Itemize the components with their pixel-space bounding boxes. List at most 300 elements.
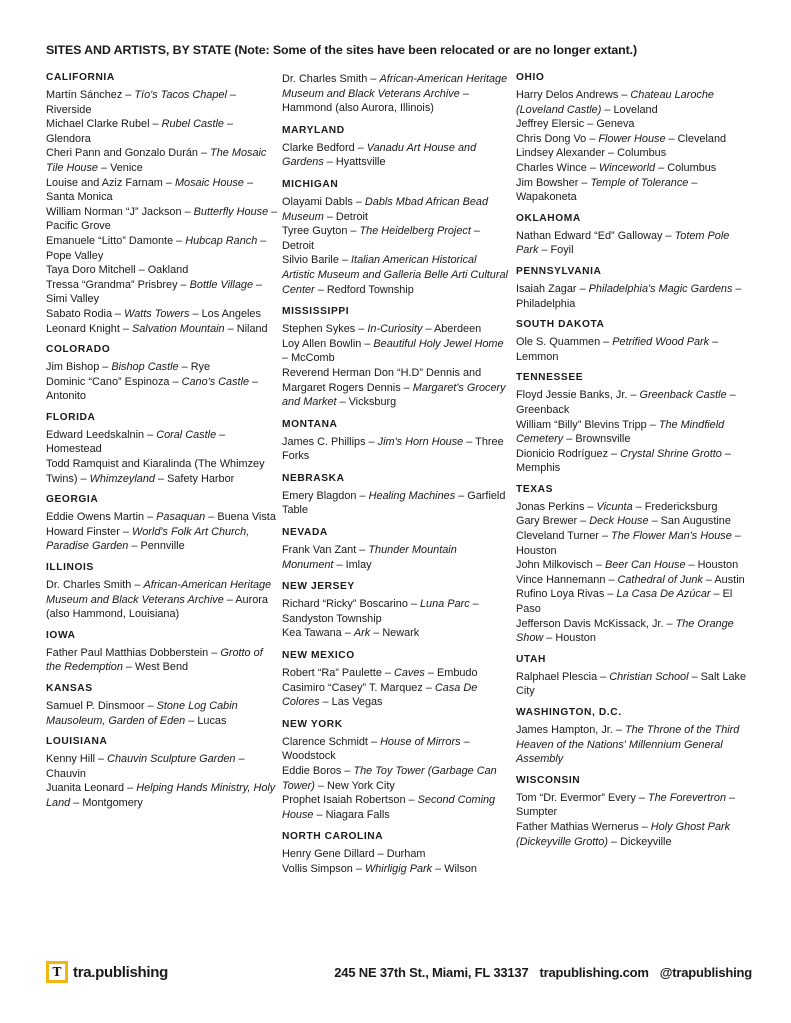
site-location: Columbus xyxy=(617,147,667,160)
site-name: Rubel Castle xyxy=(161,118,224,131)
site-location: Simi Valley xyxy=(46,293,100,306)
site-location: Geneva xyxy=(596,118,635,131)
artist-entry: Dr. Charles Smith – African-American Heritage Museum and Black Veterans Archive – Hammond (also Aurora, Illinois) xyxy=(282,73,508,115)
artist-name: James C. Phillips xyxy=(282,435,366,448)
artist-name: Dominic “Cano” Espinoza xyxy=(46,375,170,388)
artist-entry: Edward Leedskalnin – Coral Castle – Homestead xyxy=(46,428,226,456)
site-name: Totem Pole Park xyxy=(516,229,730,257)
artist-entry: Ralphael Plescia – Christian School – Salt Lake City xyxy=(516,670,747,698)
artist-name: John Milkovisch xyxy=(516,559,593,572)
site-name: The Heidelberg Project xyxy=(359,225,471,238)
site-location: Salt Lake City xyxy=(516,670,747,698)
site-name: Beautiful Holy Jewel Home xyxy=(373,337,504,350)
state-section xyxy=(282,179,508,297)
artist-name: Emanuele “Litto” Damonte xyxy=(46,234,174,247)
artist-entry: Eddie Owens Martin – Pasaquan – Buena Vista xyxy=(46,511,276,524)
artist-name: Robert “Ra” Paulette xyxy=(282,667,382,680)
site-location: Lucas xyxy=(197,714,227,727)
site-name: Petrified Wood Park xyxy=(612,336,710,349)
state-name: GEORGIA xyxy=(46,494,99,506)
artist-name: Olayami Dabls xyxy=(282,195,353,208)
artist-entry: Frank Van Zant – Thunder Mountain Monument – Imlay xyxy=(282,544,457,571)
artist-entry: Vollis Simpson – Whirligig Park – Wilson xyxy=(282,862,477,875)
artist-name: Samuel P. Dinsmoor xyxy=(46,700,145,712)
state-name: MARYLAND xyxy=(282,124,345,136)
state-section xyxy=(282,650,508,710)
artist-name: Juanita Leonard xyxy=(46,782,125,795)
site-name: Watts Towers xyxy=(124,307,190,320)
site-name: Temple of Tolerance xyxy=(590,176,689,189)
artist-entry: Robert “Ra” Paulette – Caves – Embudo xyxy=(282,667,478,680)
state-section xyxy=(516,319,752,364)
state-section xyxy=(46,494,278,554)
site-name: Chateau Laroche (Loveland Castle) xyxy=(516,89,714,116)
artist-name: Lindsey Alexander xyxy=(516,147,606,160)
site-name: Margaret's Grocery and Market xyxy=(282,381,506,409)
site-name: The Forevertron xyxy=(647,791,727,804)
site-name: Cano's Castle xyxy=(181,375,250,388)
state-section xyxy=(516,213,752,258)
social-handle[interactable]: @trapublishing xyxy=(659,965,752,980)
logo-icon xyxy=(46,961,68,983)
site-name: Second Coming House xyxy=(282,794,496,821)
artist-name: Charles Wince xyxy=(516,161,587,174)
site-location: Wilson xyxy=(444,862,477,875)
site-name: Jim's Horn House xyxy=(377,435,464,448)
artist-name: Eddie Boros xyxy=(282,765,342,777)
site-location: Redford Township xyxy=(326,283,414,296)
artist-entry: Ole S. Quammen – Petrified Wood Park – Lemmon xyxy=(516,336,719,363)
column-3 xyxy=(516,72,752,849)
artist-entry: Howard Finster – World's Folk Art Church, Paradise Garden – Pennville xyxy=(46,525,250,553)
artist-entry: Lindsey Alexander – Columbus xyxy=(516,147,667,160)
state-section xyxy=(516,484,752,646)
artist-entry: Father Paul Matthias Dobberstein – Grotto of the Redemption – West Bend xyxy=(46,646,263,674)
site-location: Aurora (also Hammond, Louisiana) xyxy=(46,593,268,621)
site-location: Detroit xyxy=(282,239,315,252)
site-location: Rye xyxy=(190,361,211,374)
site-location: Santa Monica xyxy=(46,191,113,204)
artist-entry: James Hampton, Jr. – The Throne of the Third Heaven of the Nations' Millennium General Assembly xyxy=(516,724,740,766)
artist-entry: William “Billy” Blevins Tripp – The Mindfield Cemetery – Brownsville xyxy=(516,418,725,446)
site-location: El Paso xyxy=(516,588,733,616)
state-section xyxy=(516,654,752,699)
artist-entry: Loy Allen Bowlin – Beautiful Holy Jewel Home – McComb xyxy=(282,337,504,365)
artist-name: William Norman “J” Jackson xyxy=(46,205,182,218)
state-section xyxy=(516,707,752,767)
site-location: Imlay xyxy=(345,558,372,571)
site-name: Tío's Tacos Chapel xyxy=(134,89,227,101)
site-location: Pennville xyxy=(140,540,185,553)
site-location: Columbus xyxy=(667,161,717,174)
site-location: Woodstock xyxy=(282,750,336,763)
state-section xyxy=(46,630,278,675)
site-name: Greenback Castle xyxy=(639,389,727,402)
state-name: MISSISSIPPI xyxy=(282,306,350,318)
site-location: Las Vegas xyxy=(331,696,383,709)
site-location: Antonito xyxy=(46,390,86,403)
site-location: Niland xyxy=(236,322,268,335)
column-2 xyxy=(282,72,508,877)
site-location: Wapakoneta xyxy=(516,191,577,204)
artist-entry: Floyd Jessie Banks, Jr. – Greenback Castle – Greenback xyxy=(516,389,736,416)
site-location: Greenback xyxy=(516,403,570,416)
site-location: Sumpter xyxy=(516,806,558,819)
site-location: Cleveland xyxy=(677,132,727,145)
artist-name: James Hampton, Jr. xyxy=(516,724,613,736)
site-name: Italian American Historical Artistic Museum and Galleria Belle Arti Cultural Center xyxy=(282,254,508,296)
artist-entry: Isaiah Zagar – Philadelphia's Magic Gardens – Philadelphia xyxy=(516,282,742,310)
site-location: Embudo xyxy=(436,667,478,680)
state-name: NEW YORK xyxy=(282,718,343,730)
artist-name: Jonas Perkins xyxy=(516,500,585,513)
site-location: Detroit xyxy=(335,210,368,223)
site-location: Pacific Grove xyxy=(46,220,111,233)
artist-name: Tom “Dr. Evermor” Every xyxy=(516,791,636,804)
state-name: WASHINGTON, D.C. xyxy=(516,707,622,718)
site-name: Bottle Village xyxy=(189,278,254,291)
artist-entry: Todd Ramquist and Kiaralinda (The Whimzey Twins) – Whimzeyland – Safety Harbor xyxy=(46,458,265,485)
artist-entry: Nathan Edward “Ed” Galloway – Totem Pole Park – Foyil xyxy=(516,229,730,257)
artist-name: Harry Delos Andrews xyxy=(516,89,619,101)
site-location: Lemmon xyxy=(516,350,559,363)
artist-entry: Tressa “Grandma” Prisbrey – Bottle Village – Simi Valley xyxy=(46,278,263,306)
artist-entry: Leonard Knight – Salvation Mountain – Niland xyxy=(46,322,268,335)
artist-entry: Jim Bowsher – Temple of Tolerance – Wapakoneta xyxy=(516,176,698,204)
site-name: Whirligig Park xyxy=(364,862,433,875)
site-name: The Mosaic Tile House xyxy=(46,147,267,174)
artist-entry: Father Mathias Wernerus – Holy Ghost Park (Dickeyville Grotto) – Dickeyville xyxy=(516,820,731,848)
artist-name: Emery Blagdon xyxy=(282,489,357,502)
column-1 xyxy=(46,72,278,811)
artist-entry: Kenny Hill – Chauvin Sculpture Garden – Chauvin xyxy=(46,753,245,780)
site-name: Caves xyxy=(394,667,425,680)
artist-entry: Vince Hannemann – Cathedral of Junk – Austin xyxy=(516,573,745,586)
artist-entry: Eddie Boros – The Toy Tower (Garbage Can Tower) – New York City xyxy=(282,765,497,792)
artist-entry: James C. Phillips – Jim's Horn House – Three Forks xyxy=(282,435,504,463)
state-section xyxy=(46,344,278,404)
site-name: Beer Can House xyxy=(604,559,686,572)
artist-entry: William Norman “J” Jackson – Butterfly House – Pacific Grove xyxy=(46,205,278,233)
site-location: Hyattsville xyxy=(335,156,386,169)
state-name: TEXAS xyxy=(516,483,553,495)
artist-entry: Emanuele “Litto” Damonte – Hubcap Ranch – Pope Valley xyxy=(46,234,267,262)
artist-name: Tyree Guyton xyxy=(282,225,348,238)
artist-name: Father Mathias Wernerus xyxy=(516,820,639,833)
site-location: Safety Harbor xyxy=(167,472,235,485)
artist-name: Martín Sánchez xyxy=(46,89,123,101)
artist-entry: Louise and Aziz Farnam – Mosaic House – Santa Monica xyxy=(46,176,254,204)
state-name: UTAH xyxy=(516,653,546,665)
artist-entry: Chris Dong Vo – Flower House – Cleveland xyxy=(516,132,727,145)
artist-name: Henry Gene Dillard xyxy=(282,848,375,861)
site-name: Winceworld xyxy=(598,161,656,174)
site-location: Buena Vista xyxy=(217,511,276,524)
artist-name: Leonard Knight xyxy=(46,322,120,335)
state-name: LOUISIANA xyxy=(46,736,108,748)
artist-entry: Cleveland Turner – The Flower Man's House – Houston xyxy=(516,530,741,557)
artist-name: Jefferson Davis McKissack, Jr. xyxy=(516,617,664,630)
site-name: The Toy Tower (Garbage Can Tower) xyxy=(282,765,497,792)
state-name: SOUTH DAKOTA xyxy=(516,319,605,331)
artist-name: Cleveland Turner xyxy=(516,530,599,543)
artist-entry: Kea Tawana – Ark – Newark xyxy=(282,627,420,640)
artist-entry: Prophet Isaiah Robertson – Second Coming House – Niagara Falls xyxy=(282,794,496,821)
artist-entry: Jefferson Davis McKissack, Jr. – The Orange Show – Houston xyxy=(516,617,734,645)
artist-entry: Michael Clarke Rubel – Rubel Castle – Glendora xyxy=(46,118,234,145)
artist-entry: Stephen Sykes – In-Curiosity – Aberdeen xyxy=(282,323,482,336)
artist-entry: Charles Wince – Winceworld – Columbus xyxy=(516,161,717,174)
artist-name: Edward Leedskalnin xyxy=(46,428,145,441)
artist-name: Dr. Charles Smith xyxy=(282,73,368,85)
artist-name: Jeffrey Elersic xyxy=(516,118,585,131)
site-name: La Casa De Azúcar xyxy=(616,588,711,601)
artist-name: Todd Ramquist and Kiaralinda (The Whimzey Twins) xyxy=(46,458,265,485)
site-name: Dabls Mbad African Bead Museum xyxy=(282,195,489,223)
artist-name: Howard Finster xyxy=(46,525,120,538)
artist-name: Father Paul Matthias Dobberstein xyxy=(46,646,209,659)
site-name: African-American Heritage Museum and Black Veterans Archive xyxy=(46,579,272,606)
site-name: Salvation Mountain xyxy=(131,322,225,335)
state-section xyxy=(516,266,752,311)
state-name: COLORADO xyxy=(46,344,111,356)
site-name: Bishop Castle xyxy=(111,361,179,374)
artist-entry: Cheri Pann and Gonzalo Durán – The Mosaic Tile House – Venice xyxy=(46,147,267,174)
site-location: Homestead xyxy=(46,443,102,456)
state-name: OKLAHOMA xyxy=(516,212,581,224)
state-name: MICHIGAN xyxy=(282,178,339,190)
state-name: FLORIDA xyxy=(46,411,96,423)
state-name: PENNSYLVANIA xyxy=(516,265,602,277)
artist-name: Sabato Rodia xyxy=(46,307,112,320)
site-name: Philadelphia's Magic Gardens xyxy=(588,282,733,295)
logo-letter: T xyxy=(52,965,62,979)
state-section xyxy=(282,831,508,876)
artist-name: Floyd Jessie Banks, Jr. xyxy=(516,389,628,402)
artist-entry: Emery Blagdon – Healing Machines – Garfield Table xyxy=(282,489,506,517)
site-name: Mosaic House xyxy=(174,176,244,189)
artist-name: Kea Tawana xyxy=(282,627,342,640)
site-name: Hubcap Ranch xyxy=(185,234,258,247)
artist-name: Richard “Ricky” Boscarino xyxy=(282,598,408,611)
site-name: Chauvin Sculpture Garden xyxy=(107,753,236,766)
site-location: Brownsville xyxy=(575,433,631,446)
artist-entry: Tyree Guyton – The Heidelberg Project – Detroit xyxy=(282,225,480,252)
site-location: Durham xyxy=(386,848,426,861)
artist-name: Silvio Barile xyxy=(282,254,339,267)
artist-name: Chris Dong Vo xyxy=(516,132,587,145)
artist-name: Nathan Edward “Ed” Galloway xyxy=(516,229,663,242)
site-name: The Throne of the Third Heaven of the Nations' Millennium General Assembly xyxy=(516,724,740,766)
artist-name: Jim Bowsher xyxy=(516,176,579,189)
site-location: Loveland xyxy=(613,103,658,116)
artist-name: Jim Bishop xyxy=(46,361,100,374)
site-name: Butterfly House xyxy=(193,205,269,218)
state-section xyxy=(282,581,508,641)
site-location: Houston xyxy=(555,632,596,645)
site-name: Coral Castle xyxy=(156,428,217,441)
site-location: Niagara Falls xyxy=(325,808,390,821)
site-location: Foyil xyxy=(550,244,574,257)
state-name: NEBRASKA xyxy=(282,472,345,484)
site-name: The Orange Show xyxy=(516,617,734,645)
site-location: Fredericksburg xyxy=(644,500,718,513)
artist-entry: Rufino Loya Rivas – La Casa De Azúcar – El Paso xyxy=(516,588,733,616)
artist-name: Ralphael Plescia xyxy=(516,670,598,683)
site-name: Flower House xyxy=(598,132,666,145)
artist-name: Ole S. Quammen xyxy=(516,336,601,349)
state-name: WISCONSIN xyxy=(516,774,581,786)
state-section xyxy=(282,306,508,410)
site-name: World's Folk Art Church, Paradise Garden xyxy=(46,525,250,553)
site-name: The Flower Man's House xyxy=(611,530,732,543)
artist-name: Louise and Aziz Farnam xyxy=(46,176,163,189)
site-location: Aberdeen xyxy=(433,323,482,336)
artist-name: Isaiah Zagar xyxy=(516,282,577,295)
site-name: Holy Ghost Park (Dickeyville Grotto) xyxy=(516,820,731,848)
website-link[interactable]: trapublishing.com xyxy=(539,965,649,980)
artist-name: Vollis Simpson xyxy=(282,862,353,875)
site-name: In-Curiosity xyxy=(367,323,423,336)
artist-name: Reverend Herman Don “H.D” Dennis and Margaret Rogers Dennis xyxy=(282,366,482,394)
artist-name: Rufino Loya Rivas xyxy=(516,588,605,601)
site-name: Vanadu Art House and Gardens xyxy=(282,141,477,169)
artist-name: Eddie Owens Martin xyxy=(46,511,145,524)
site-name: Whimzeyland xyxy=(89,472,155,485)
artist-entry: Dominic “Cano” Espinoza – Cano's Castle – Antonito xyxy=(46,375,259,403)
contact-line xyxy=(323,965,752,980)
state-section xyxy=(516,775,752,849)
state-section xyxy=(46,683,278,728)
site-name: Thunder Mountain Monument xyxy=(282,544,457,571)
state-name: NEW MEXICO xyxy=(282,650,355,662)
state-section xyxy=(516,72,752,205)
site-location: Montgomery xyxy=(82,796,143,809)
state-section xyxy=(282,125,508,170)
artist-name: Kenny Hill xyxy=(46,753,96,766)
site-location: Hammond (also Aurora, Illinois) xyxy=(282,102,434,115)
state-section xyxy=(46,72,278,336)
site-name: Vicunta xyxy=(596,500,633,513)
artist-name: Dr. Charles Smith xyxy=(46,579,132,592)
state-section xyxy=(282,419,508,464)
site-location: Three Forks xyxy=(282,435,504,463)
site-location: Austin xyxy=(714,573,745,586)
state-name: NORTH CAROLINA xyxy=(282,831,384,843)
artist-name: Frank Van Zant xyxy=(282,544,357,557)
artist-entry: Reverend Herman Don “H.D” Dennis and Margaret Rogers Dennis – Margaret's Grocery and Market – Vicksburg xyxy=(282,366,506,409)
state-name: ILLINOIS xyxy=(46,562,94,574)
site-name: Grotto of the Redemption xyxy=(46,646,263,674)
artist-entry: Jeffrey Elersic – Geneva xyxy=(516,118,635,131)
site-location: Los Angeles xyxy=(201,307,261,320)
site-name: Healing Machines xyxy=(368,489,456,502)
artist-entry: Dionicio Rodríguez – Crystal Shrine Grotto – Memphis xyxy=(516,447,731,475)
site-location: Oakland xyxy=(147,264,189,277)
artist-name: Vince Hannemann xyxy=(516,573,606,586)
site-location: Vicksburg xyxy=(348,396,397,409)
site-location: Glendora xyxy=(46,132,91,145)
site-location: Pope Valley xyxy=(46,249,104,262)
artist-entry: Martín Sánchez – Tío's Tacos Chapel – Riverside xyxy=(46,89,236,116)
artist-name: Cheri Pann and Gonzalo Durán xyxy=(46,147,198,160)
artist-name: Loy Allen Bowlin xyxy=(282,337,362,350)
site-name: Ark xyxy=(353,627,371,640)
artist-entry: Clarence Schmidt – House of Mirrors – Woodstock xyxy=(282,735,470,763)
artist-entry: Gary Brewer – Deck House – San Augustine xyxy=(516,515,731,528)
site-location: Venice xyxy=(110,161,143,174)
site-location: Houston xyxy=(697,559,739,572)
artist-entry: John Milkovisch – Beer Can House – Houston xyxy=(516,559,739,572)
state-name: NEW JERSEY xyxy=(282,581,355,593)
artist-entry: Taya Doro Mitchell – Oakland xyxy=(46,264,189,277)
artist-entry: Clarke Bedford – Vanadu Art House and Gardens – Hyattsville xyxy=(282,141,477,169)
artist-name: Taya Doro Mitchell xyxy=(46,264,136,277)
site-location: Houston xyxy=(516,544,557,557)
site-name: Luna Parc xyxy=(420,598,470,611)
site-name: Crystal Shrine Grotto xyxy=(620,447,722,460)
state-section xyxy=(282,72,508,116)
site-name: Deck House xyxy=(589,515,649,528)
artist-entry: Olayami Dabls – Dabls Mbad African Bead Museum – Detroit xyxy=(282,195,489,223)
site-location: Garfield Table xyxy=(282,489,506,517)
site-name: African-American Heritage Museum and Black Veterans Archive xyxy=(282,73,508,100)
state-name: IOWA xyxy=(46,629,76,641)
state-section xyxy=(46,412,278,486)
state-name: CALIFORNIA xyxy=(46,72,115,83)
artist-entry: Henry Gene Dillard – Durham xyxy=(282,848,426,861)
artist-name: Stephen Sykes xyxy=(282,323,356,336)
artist-name: Clarence Schmidt xyxy=(282,735,368,748)
state-section xyxy=(282,473,508,518)
logo-text: tra.publishing xyxy=(73,963,168,981)
artist-entry: Juanita Leonard – Helping Hands Ministry, Holy Land – Montgomery xyxy=(46,782,276,809)
artist-entry: Dr. Charles Smith – African-American Heritage Museum and Black Veterans Archive – Aurora (also Hammond, Louisiana) xyxy=(46,579,272,621)
site-location: Sandyston Township xyxy=(282,612,382,625)
site-name: Helping Hands Ministry, Holy Land xyxy=(46,782,276,809)
artist-entry: Jim Bishop – Bishop Castle – Rye xyxy=(46,361,211,374)
artist-entry: Silvio Barile – Italian American Historical Artistic Museum and Galleria Belle Arti Cultural Center – Redford Township xyxy=(282,254,508,296)
artist-name: Tressa “Grandma” Prisbrey xyxy=(46,278,178,291)
site-name: Pasaquan xyxy=(156,511,206,524)
artist-name: Clarke Bedford xyxy=(282,141,355,154)
address: 245 NE 37th St., Miami, FL 33137 xyxy=(334,965,529,980)
state-name: KANSAS xyxy=(46,683,93,694)
artist-name: Dionicio Rodríguez xyxy=(516,447,609,460)
site-location: Dickeyville xyxy=(620,835,672,848)
site-name: Casa De Colores xyxy=(282,681,478,709)
site-name: House of Mirrors xyxy=(380,735,461,748)
artist-entry: Tom “Dr. Evermor” Every – The Forevertron – Sumpter xyxy=(516,791,736,819)
state-name: MONTANA xyxy=(282,418,338,430)
state-name: OHIO xyxy=(516,72,545,83)
artist-name: Michael Clarke Rubel xyxy=(46,118,150,131)
state-section xyxy=(282,719,508,823)
state-section xyxy=(516,372,752,476)
publisher-logo[interactable] xyxy=(46,961,168,983)
artist-entry: Harry Delos Andrews – Chateau Laroche (Loveland Castle) – Loveland xyxy=(516,89,714,116)
state-name: NEVADA xyxy=(282,527,328,539)
site-location: New York City xyxy=(327,779,395,792)
site-name: Cathedral of Junk xyxy=(617,573,703,586)
artist-entry: Jonas Perkins – Vicunta – Fredericksburg xyxy=(516,500,718,513)
state-section xyxy=(46,562,278,622)
artist-entry: Richard “Ricky” Boscarino – Luna Parc – Sandyston Township xyxy=(282,598,479,625)
site-location: San Augustine xyxy=(660,515,731,528)
site-location: McComb xyxy=(291,352,335,365)
site-name: Christian School xyxy=(609,670,689,683)
site-location: West Bend xyxy=(135,661,189,674)
